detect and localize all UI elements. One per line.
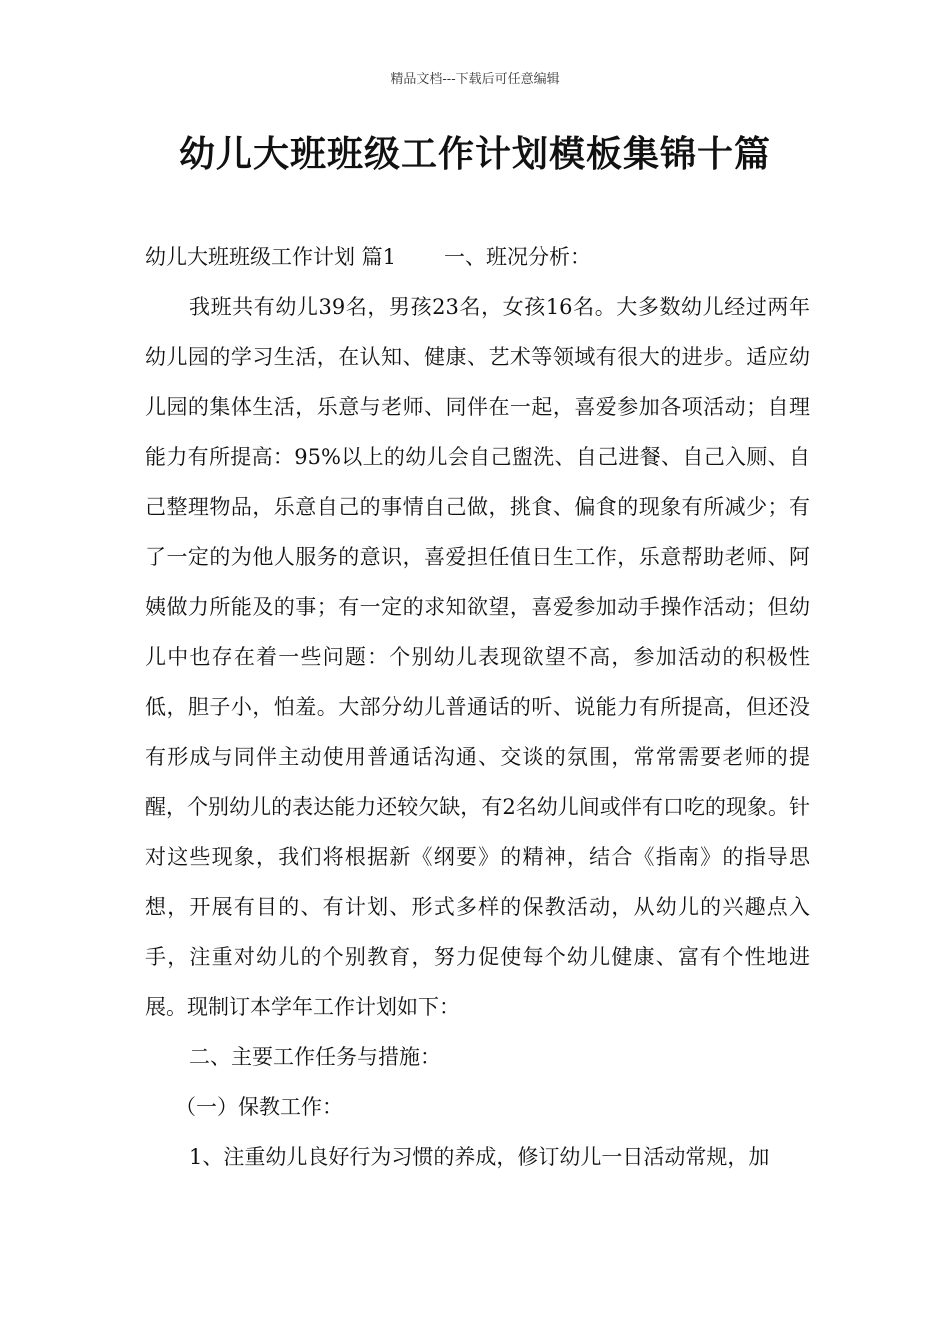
plan-label: 幼儿大班班级工作计划 篇1 — [145, 245, 397, 269]
document-body — [145, 232, 810, 1182]
section-1-heading: 一、班况分析： — [444, 245, 592, 269]
plan-heading-line — [145, 232, 810, 282]
class-analysis-paragraph: 我班共有幼儿39名，男孩23名，女孩16名。大多数幼儿经过两年幼儿园的学习生活，在认知、健康、艺术等领域有很大的进步。适应幼儿园的集体生活，乐意与老师、同伴在一起，喜爱参加各项活动；自理能力有所提高：95%以上的幼儿会自己盥洗、自己进餐、自己入厕、自己整理物品，乐意自己的事情自己做，挑食、偏食的现象有所减少；有了一定的为他人服务的意识，喜爱担任值日生工作，乐意帮助老师、阿姨做力所能及的事；有一定的求知欲望，喜爱参加动手操作活动；但幼儿中也存在着一些问题：个别幼儿表现欲望不高，参加活动的积极性低，胆子小，怕羞。大部分幼儿普通话的听、说能力有所提高，但还没有形成与同伴主动使用普通话沟通、交谈的氛围，常常需要老师的提醒，个别幼儿的表达能力还较欠缺，有2名幼儿间或伴有口吃的现象。针对这些现象，我们将根据新《纲要》的精神，结合《指南》的指导思想，开展有目的、有计划、形式多样的保教活动，从幼儿的兴趣点入手，注重对幼儿的个别教育，努力促使每个幼儿健康、富有个性地进展。现制订本学年工作计划如下： — [145, 295, 810, 1019]
list-item-1: 1、注重幼儿良好行为习惯的养成，修订幼儿一日活动常规，加 — [189, 1145, 770, 1169]
document-title: 幼儿大班班级工作计划模板集锦十篇 — [178, 134, 771, 175]
header-note: 精品文档---下载后可任意编辑 — [390, 72, 560, 87]
subsection-1-heading: （一）保教工作： — [175, 1095, 343, 1119]
section-2-heading: 二、主要工作任务与措施： — [189, 1045, 441, 1069]
